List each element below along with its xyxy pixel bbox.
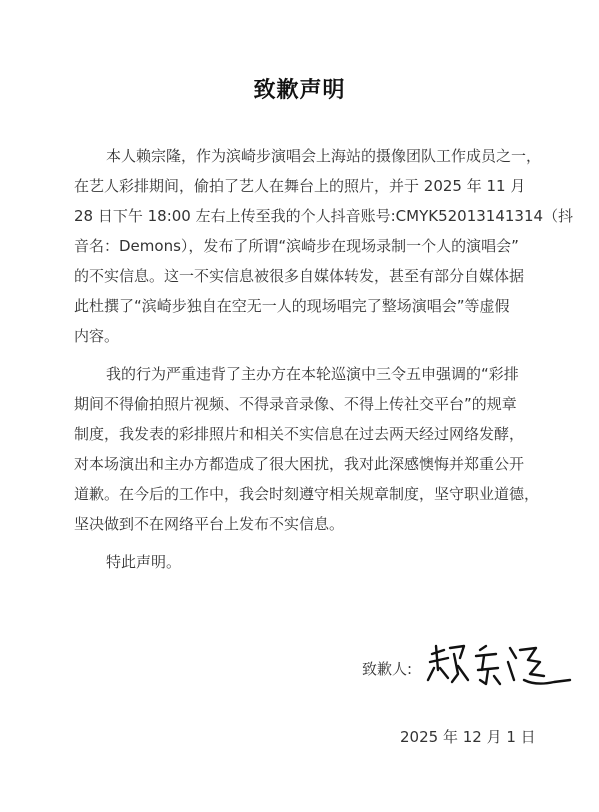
paragraph2-line-5: 道歉。在今后的工作中，我会时刻遵守相关规章制度，坚守职业道德， (74, 485, 540, 503)
signature-block (362, 640, 572, 700)
paragraph1-line-2: 在艺人彩排期间，偷拍了艺人在舞台上的照片，并于 2025 年 11 月 (74, 177, 526, 195)
paragraph1-line-7: 内容。 (74, 327, 120, 345)
document-title: 致歉声明 (253, 78, 346, 103)
paragraph2-line-1: 我的行为严重违背了主办方在本轮巡演中三令五申强调的“彩排 (106, 365, 519, 383)
handwritten-signature (424, 640, 574, 700)
paragraph-gap (74, 539, 544, 547)
paragraph1-line-3: 28 日下午 18:00 左右上传至我的个人抖音账号:CMYK52013141314（抖 (74, 207, 574, 225)
paragraph1-line-6: 此杜撰了“滨崎步独自在空无一人的现场唱完了整场演唱会”等虚假 (74, 297, 510, 315)
closing-statement: 特此声明。 (106, 553, 182, 571)
paragraph2-line-4: 对本场演出和主办方都造成了很大困扰，我对此深感懊悔并郑重公开 (74, 455, 525, 473)
paragraph2-line-2: 期间不得偷拍照片视频、不得录音录像、不得上传社交平台”的规章 (74, 395, 517, 413)
document-date: 2025 年 12 月 1 日 (400, 728, 536, 746)
paragraph2-line-6: 坚决做到不在网络平台上发布不实信息。 (74, 515, 345, 533)
paragraph-gap (74, 351, 544, 359)
paragraph2-line-3: 制度，我发表的彩排照片和相关不实信息在过去两天经过网络发酵， (74, 425, 525, 443)
paragraph1-line-4: 音名：Demons），发布了所谓“滨崎步在现场录制一个人的演唱会” (74, 237, 519, 255)
signer-label: 致歉人: (362, 660, 413, 678)
paragraph1-line-1: 本人赖宗隆，作为滨崎步演唱会上海站的摄像团队工作成员之一， (106, 147, 542, 165)
document-body (74, 141, 574, 577)
paragraph1-line-5: 的不实信息。这一不实信息被很多自媒体转发，甚至有部分自媒体据 (74, 267, 525, 285)
